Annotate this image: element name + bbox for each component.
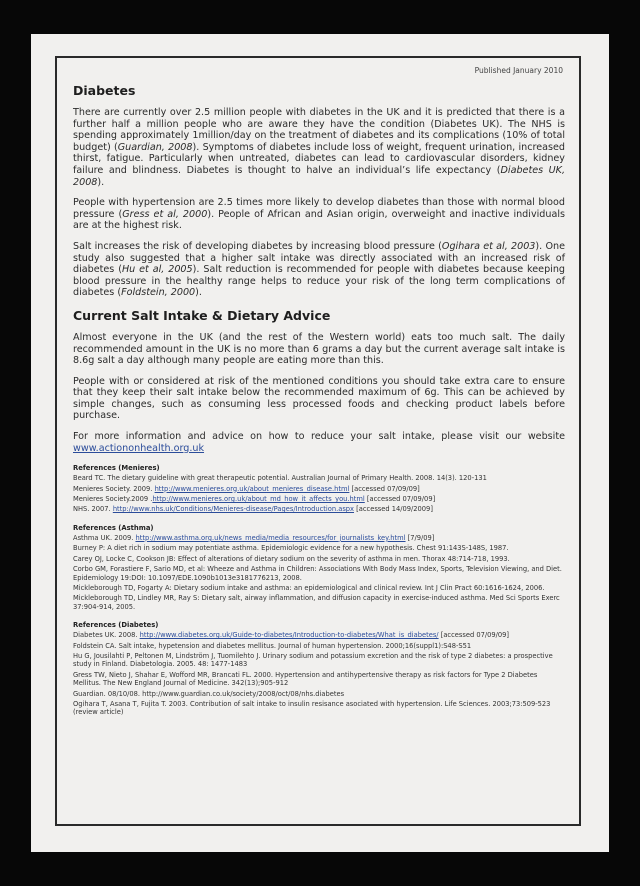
references-asthma-heading: References (Asthma) [73,523,154,532]
text-run: There are currently over 2.5 million people with diabetes in the UK and it is predicted that there is a further half a million people who are aware they have the condition (Diabetes UK). The NHS is spending approximately 1million/day on the treatment of diabetes and its complications (10% of total budget) ( [73,107,565,153]
reference-item: Gress TW, Nieto J, Shahar E, Wofford MR, Brancati FL. 2000. Hypertension and antihypertensive therapy as risk factors for Type 2 Diabetes Mellitus. The New England Journal of Medicine. 342(13);905-912 [73,670,538,688]
reference-item [73,485,565,493]
citation: Guardian, 2008 [117,141,193,153]
reference-item [73,505,565,513]
reference-item: Hu G, Jousilahti P, Peltonen M, Lindström J, Tuomilehto J. Urinary sodium and potassium excretion and the risk of type 2 diabetes: a prospective study in Finland. Diabetologia. 2005. 48: 1477-1483 [73,651,553,669]
diabetes-paragraph-1 [73,107,565,188]
diabetes-heading: Diabetes [73,83,136,98]
text-run: ). Salt reduction is recommended for people with diabetes because keeping blood pressure in the healthy range helps to reduce your risk of the long term complications of diabetes ( [73,264,566,299]
diabetes-paragraph-3 [73,241,565,299]
references-diabetes [73,621,565,717]
references-asthma [73,524,565,611]
citation: Foldstein, 2000 [121,287,196,299]
reference-item: Carey OJ, Locke C, Cookson JB: Effect of alterations of dietary sodium on the severity of asthma in men. Thorax 48:714-718, 1993. [73,554,510,563]
publication-date: Published January 2010 [474,66,563,75]
text-run: NHS. 2007. [73,505,113,514]
reference-item [73,534,565,542]
text-run: Menieres Society. 2009. [73,484,155,493]
reference-item [73,631,565,639]
text-run: [7/9/09] [405,533,435,542]
reference-link[interactable]: http://www.menieres.org.uk/about_menieres_disease.html [154,484,350,493]
reference-link[interactable]: http://www.asthma.org.uk/news_media/media_resources/for_journalists_key.html [135,533,406,542]
reference-item: Ogihara T, Asana T, Fujita T. 2003. Contribution of salt intake to insulin resisance asociated with hypertension. Life Sciences. 2003;73:509-523 (review article) [73,699,551,717]
reference-item [73,495,565,503]
references-diabetes-heading: References (Diabetes) [73,621,159,630]
text-run: For more information and advice on how to reduce your salt intake, please visit our website [73,431,565,443]
salt-paragraph-3 [73,431,565,454]
reference-item: Foldstein CA. Salt intake, hypetension and diabetes mellitus. Journal of human hypertension. 2000;16(suppl1):S48-S51 [73,641,472,650]
reference-link[interactable]: http://www.nhs.uk/Conditions/Menieres-disease/Pages/Introduction.aspx [112,505,355,514]
text-run: Salt increases the risk of developing diabetes by increasing blood pressure ( [73,240,442,252]
salt-paragraph-2: People with or considered at risk of the mentioned conditions you should take extra care to ensure that they keep their salt intake below the recommended maximum of 6g. This can be achieved by simple changes, such as consuming less processed foods and checking product labels before purchase. [73,375,565,422]
text-run: ). People of African and Asian origin, overweight and inactive individuals are at the highest risk. [73,208,565,232]
citation: Diabetes UK, 2008 [73,164,566,188]
text-run: Diabetes UK. 2008. [73,631,140,640]
references-menieres [73,464,565,514]
reference-item: Burney P: A diet rich in sodium may potentiate asthma. Epidemiologic evidence for a new hypothesis. Chest 91:143S-148S, 1987. [73,544,509,553]
text-run: [accessed 14/09/2009] [354,505,433,514]
text-run: ). [97,176,105,188]
citation: Gress et al, 2000 [122,208,208,220]
text-run: [accessed 07/09/09] [364,495,436,504]
text-run: ). [195,287,202,299]
reference-link[interactable]: http://www.diabetes.org.uk/Guide-to-diabetes/Introduction-to-diabetes/What_is_diabetes/ [139,631,439,640]
reference-item: Corbo GM, Forastiere F, Sario MD, et al: Wheeze and Asthma in Children: Associations With Body Mass Index, Sports, Television Viewing, and Diet. Epidemiology 19:DOI: 10.1097/EDE.1090b1013e3181776213, 2008. [73,565,562,582]
salt-paragraph-1: Almost everyone in the UK (and the rest of the Western world) eats too much salt. The daily recommended amount in the UK is no more than 6 grams a day but the current average salt intake is 8.6g salt a day although many people are eating more than this. [73,331,565,367]
citation: Hu et al, 2005 [121,264,193,276]
reference-link[interactable]: http://www.menieres.org.uk/about_md_how_it_affects_you.html [152,495,365,504]
text-run: People with hypertension are 2.5 times more likely to develop diabetes than those with normal blood pressure ( [73,197,565,220]
reference-item: Guardian. 08/10/08. http://www.guardian.co.uk/society/2008/oct/08/nhs.diabetes [73,689,345,698]
document-page [31,34,609,852]
diabetes-paragraph-2 [73,197,565,232]
reference-item: Mickleborough TD, Lindley MR, Ray S: Dietary salt, airway inflammation, and diffusion capacity in exercise-induced asthma. Med Sci Sports Exerc 37:904-914, 2005. [73,594,560,611]
text-run: [accessed 07/09/09] [349,484,420,493]
text-run: Menieres Society.2009 . [73,495,153,504]
text-run: ). One study also suggested that a higher salt intake was directly associated with an increased risk of diabetes ( [73,240,565,276]
reference-item: Beard TC. The dietary guideline with great therapeutic potential. Australian Journal of Primary Health. 2008. 14(3). 120-131 [73,474,487,483]
text-run: ). Symptoms of diabetes include loss of weight, frequent urination, increased thirst, fatigue. Particularly when untreated, diabetes can lead to cardiovascular disorders, kidney failure and blindness. Diabetes is thought to halve an individual’s life expectancy ( [73,141,565,176]
references-menieres-heading: References (Menieres) [73,464,160,473]
reference-item: Mickleborough TD, Fogarty A: Dietary sodium intake and asthma: an epidemiological and clinical review. Int J Clin Pract 60:1616-1624, 2006. [73,583,545,592]
text-run: [accessed 07/09/09] [438,631,509,640]
salt-advice-heading: Current Salt Intake & Dietary Advice [73,307,331,323]
citation: Ogihara et al, 2003 [441,240,536,252]
website-link[interactable]: www.actiononhealth.org.uk [73,442,205,454]
content-border [55,56,581,826]
text-run: Asthma UK. 2009. [73,533,136,542]
